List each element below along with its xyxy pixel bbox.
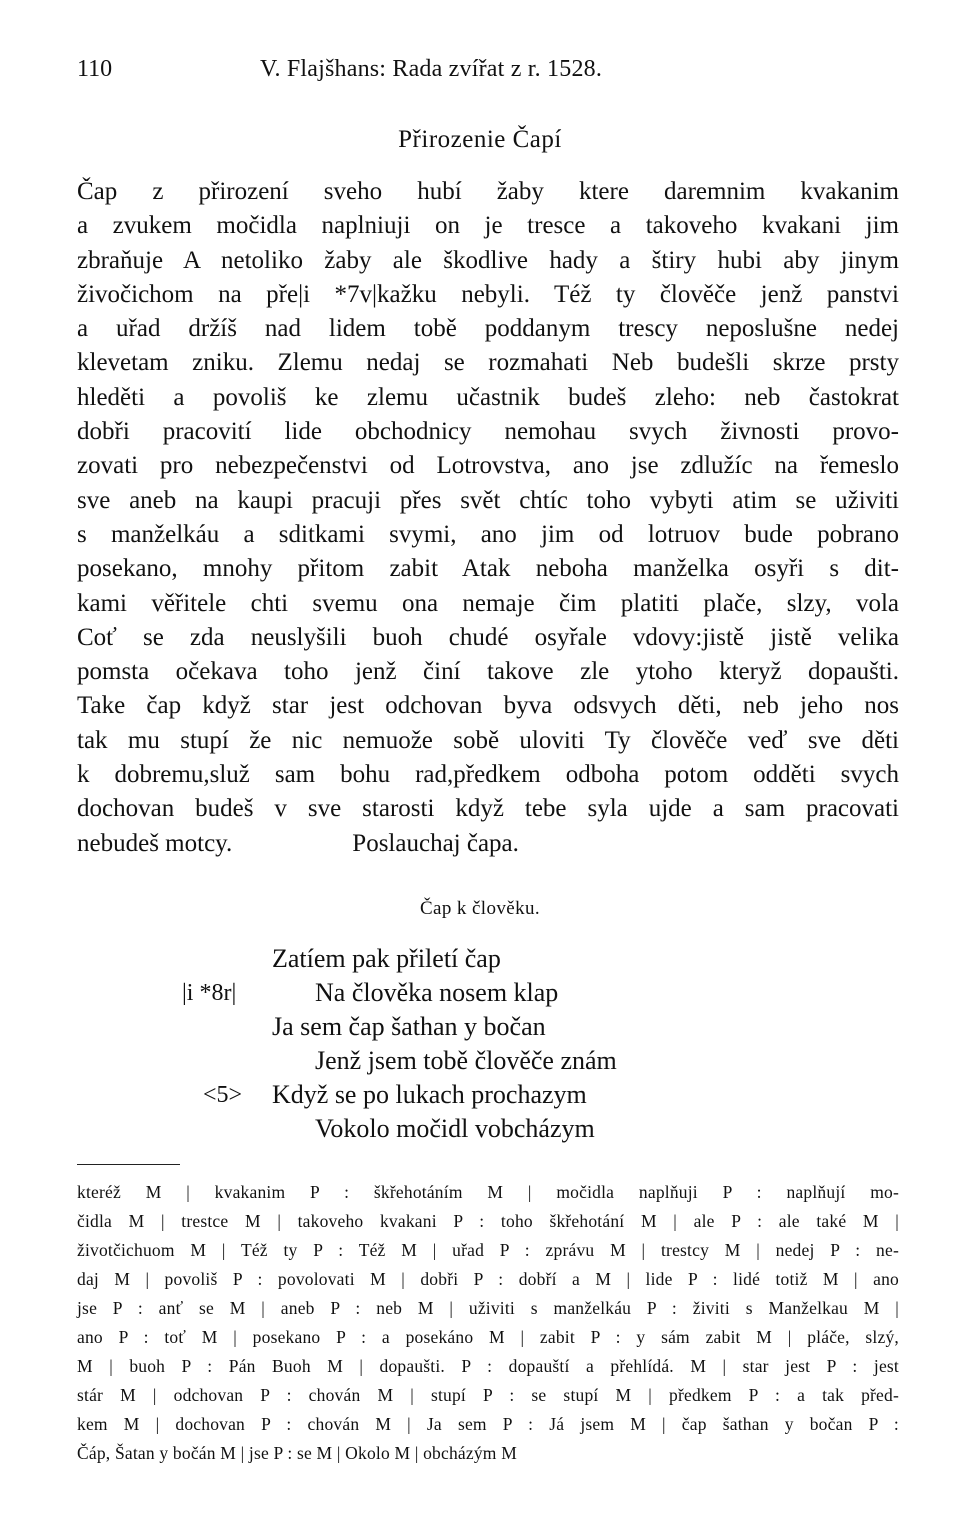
prose-line: posekano, mnohy přitom zabit Atak neboha manželka osyři s dit-: [77, 555, 899, 583]
section-title: Přirozenie Čapí: [398, 126, 562, 153]
apparatus-line: životčichuom M | Též ty P : Též M | uřad P : zprávu M | trestcy M | nedej P : ne-: [77, 1240, 899, 1260]
running-head: V. Flajšhans: Rada zvířat z r. 1528.: [260, 56, 603, 82]
prose-line: sve aneb na kaupi pracuji přes svět chtíc toho vybyti atim se uživiti: [77, 486, 899, 514]
apparatus-line: jse P : anť se M | aneb P : neb M | uživiti s manželkáu P : živiti s Manželkau M |: [77, 1298, 899, 1318]
prose-closing-tail: Poslauchaj čapa.: [352, 829, 519, 857]
poem-line: Ja sem čap šathan y bočan: [272, 1012, 546, 1041]
prose-line: živočichom na pře|i *7v|kažku nebyli. Též ty člověče jenž panstvi: [77, 280, 899, 308]
prose-line: klevetam zniku. Zlemu nedaj se rozmahati Neb budešli skrze prsty: [77, 349, 899, 377]
page-number: 110: [77, 56, 113, 82]
prose-line: dochovan budeš v sve starosti když tebe syla ujde a sam pracovati: [77, 795, 899, 823]
prose-line: kami věřitele chti svemu ona nemaje čim platiti plače, slzy, vola: [77, 589, 899, 617]
prose-line: Čap z přirození sveho hubí žaby ktere daremnim kvakanim: [77, 178, 899, 205]
prose-line: Coť se zda neuslyšili buoh chudé osyřale vdovy:jistě jistě velika: [77, 623, 899, 651]
poem-line: Zatíem pak přiletí čap: [272, 944, 501, 973]
apparatus-line: kteréž M | kvakanim P : škřehotáním M | močidla naplňuji P : naplňují mo-: [77, 1182, 899, 1202]
verse-line-number: <5>: [203, 1082, 243, 1108]
prose-line: a zvukem močidla naplniuji on je tresce a takoveho kvakani jim: [77, 212, 899, 240]
apparatus-line: stár M | odchovan P : chován M | stupí P : se stupí M | předkem P : a tak před-: [77, 1385, 899, 1405]
prose-line: Take čap když star jest odchovan byva odsvych děti, neb jeho nos: [77, 692, 899, 720]
page-header: [77, 56, 897, 96]
critical-apparatus: [77, 1178, 899, 1468]
prose-paragraph: [77, 175, 899, 861]
apparatus-line: daj M | povoliš P : povolovati M | dobři P : dobří a M | lide P : lidé totiž M | ano: [77, 1269, 899, 1289]
apparatus-line: M | buoh P : Pán Buoh M | dopaušti. P : dopauští a přehlídá. M | star jest P : jest: [77, 1356, 899, 1376]
folio-marker: |i *8r|: [182, 980, 237, 1006]
prose-line: s manželkáu a sditkami svymi, ano jim od lotruov bude pobrano: [77, 520, 899, 548]
apparatus-line: Čáp, Šatan y bočán M | jse P : se M | Okolo M | obcházým M: [77, 1443, 517, 1463]
footnote-rule: [77, 1164, 180, 1165]
poem-line: Jenž jsem tobě člověče znám: [315, 1046, 617, 1075]
prose-line: pomsta očekava toho jenž činí takove zle ytoho kteryž dopaušti.: [77, 658, 899, 686]
prose-line: hleděti a povoliš ke zlemu učastnik budeš zleho: neb častokrat: [77, 383, 899, 411]
prose-closing-line: [77, 827, 899, 861]
apparatus-line: kem M | dochovan P : chován M | Ja sem P : Já jsem M | čap šathan y bočan P :: [77, 1414, 899, 1434]
prose-closing-text: nebudeš motcy.: [77, 829, 233, 857]
apparatus-line: čidla M | trestce M | takoveho kvakani P : toho škřehotání M | ale P : ale také M |: [77, 1211, 899, 1231]
poem-title: Čap k člověku.: [419, 898, 541, 919]
prose-line: dobři pracovití lide obchodnicy nemohau svych živnosti provo-: [77, 418, 899, 446]
poem-line: Vokolo močidl vobcházym: [315, 1114, 595, 1143]
prose-line: a uřad držíš nad lidem tobě poddanym trescy neposlušne nedej: [77, 315, 899, 343]
prose-line: zbraňuje A netoliko žaby ale škodlive hady a štiry hubi aby jinym: [77, 246, 899, 274]
poem-line: Na člověka nosem klap: [315, 978, 559, 1007]
poem-line: Když se po lukach prochazym: [272, 1080, 587, 1109]
prose-line: tak mu stupí že nic nemuože sobě uloviti Ty člověče veď sve děti: [77, 726, 899, 754]
prose-line: k dobremu,služ sam bohu rad,předkem odboha potom odděti svych: [77, 761, 899, 789]
apparatus-line: ano P : toť M | posekano P : a posekáno M | zabit P : y sám zabit M | pláče, slzý,: [77, 1327, 899, 1347]
prose-line: zovati pro nebezpečenstvi od Lotrovstva, ano jse zdlužíc na řemeslo: [77, 452, 899, 480]
